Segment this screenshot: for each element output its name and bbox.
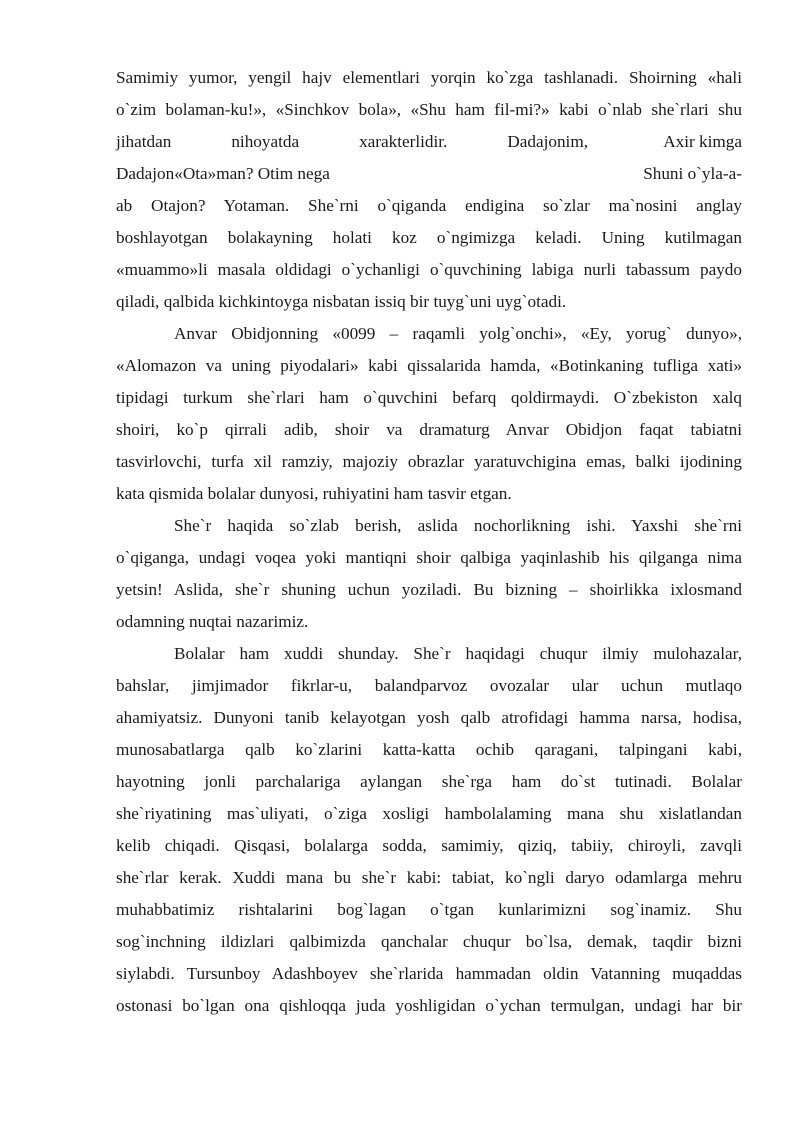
text-segment: Axir kimga xyxy=(663,132,742,151)
text-segment: Shuni o`yla-a- xyxy=(643,164,742,183)
text-line: tipidagi turkum she`rlari ham o`quvchini befarq qoldirmaydi. O`zbekiston xalq xyxy=(116,388,742,407)
text-line: qiladi, qalbida kichkintoyga nisbatan issiq bir tuyg`uni uyg`otadi. xyxy=(116,292,567,311)
text-line: tasvirlovchi, turfa xil ramziy, majoziy obrazlar yaratuvchigina emas, balki ijodining xyxy=(116,452,742,471)
text-line: boshlayotgan bolakayning holati koz o`ngimizga keladi. Uning kutilmagan xyxy=(116,228,742,247)
text-line: o`zim bolaman-ku!», «Sinchkov bola», «Shu ham fil-mi?» kabi o`nlab she`rlari shu xyxy=(116,100,742,119)
text-line: bahslar, jimjimador fikrlar-u, balandparvoz ovozalar ular uchun mutlaqo xyxy=(116,676,742,695)
text-line: Samimiy yumor, yengil hajv elementlari yorqin ko`zga tashlanadi. Shoirning «hali xyxy=(116,68,742,87)
text-line: she`riyatining mas`uliyati, o`ziga xosligi hambolalaming mana shu xislatlandan xyxy=(116,804,742,823)
text-line: shoiri, ko`p qirrali adib, shoir va dramaturg Anvar Obidjon faqat tabiatni xyxy=(116,420,742,439)
text-line: «Alomazon va uning piyodalari» kabi qissalarida hamda, «Botinkaning tufliga xati» xyxy=(116,356,742,375)
text-line: she`rlar kerak. Xuddi mana bu she`r kabi: tabiat, ko`ngli daryo odamlarga mehru xyxy=(116,868,742,887)
text-line: munosabatlarga qalb ko`zlarini katta-katta ochib qaragani, talpingani kabi, xyxy=(116,740,742,759)
text-line: siylabdi. Tursunboy Adashboyev she`rlarida hammadan oldin Vatanning muqaddas xyxy=(116,964,742,983)
text-line: o`qiganga, undagi voqea yoki mantiqni shoir qalbiga yaqinlashib his qilganga nima xyxy=(116,548,742,567)
text-line xyxy=(116,162,742,186)
text-line: ab Otajon? Yotaman. She`rni o`qiganda endigina so`zlar ma`nosini anglay xyxy=(116,196,742,215)
paragraph-first-line: Bolalar ham xuddi shunday. She`r haqidagi chuqur ilmiy mulohazalar, xyxy=(174,644,742,663)
text-line: hayotning jonli parchalariga aylangan she`rga ham do`st tutinadi. Bolalar xyxy=(116,772,742,791)
paragraph-first-line: She`r haqida so`zlab berish, aslida nochorlikning ishi. Yaxshi she`rni xyxy=(174,516,742,535)
text-line: kata qismida bolalar dunyosi, ruhiyatini ham tasvir etgan. xyxy=(116,484,512,503)
text-segment: jihatdan nihoyatda xarakterlidir. Dadajonim, xyxy=(116,132,588,151)
text-line: «muammo»li masala oldidagi o`ychanligi o`quvchining labiga nurli tabassum paydo xyxy=(116,260,742,279)
text-line: kelib chiqadi. Qisqasi, bolalarga sodda, samimiy, qiziq, tabiiy, chiroyli, zavqli xyxy=(116,836,742,855)
text-line: sog`inchning ildizlari qalbimizda qanchalar chuqur bo`lsa, demak, taqdir bizni xyxy=(116,932,742,951)
text-line: ahamiyatsiz. Dunyoni tanib kelayotgan yosh qalb atrofidagi hamma narsa, hodisa, xyxy=(116,708,742,727)
text-line xyxy=(116,130,742,154)
text-line: odamning nuqtai nazarimiz. xyxy=(116,612,309,631)
text-line: yetsin! Aslida, she`r shuning uchun yoziladi. Bu bizning – shoirlikka ixlosmand xyxy=(116,580,742,599)
text-line: ostonasi bo`lgan ona qishloqqa juda yoshligidan o`ychan termulgan, undagi har bir xyxy=(116,996,742,1015)
text-segment: Dadajon«Ota»man? Otim nega xyxy=(116,164,330,183)
paragraph-first-line: Anvar Obidjonning «0099 – raqamli yolg`onchi», «Ey, yorug` dunyo», xyxy=(174,324,742,343)
text-line: muhabbatimiz rishtalarini bog`lagan o`tgan kunlarimizni sog`inamiz. Shu xyxy=(116,900,742,919)
